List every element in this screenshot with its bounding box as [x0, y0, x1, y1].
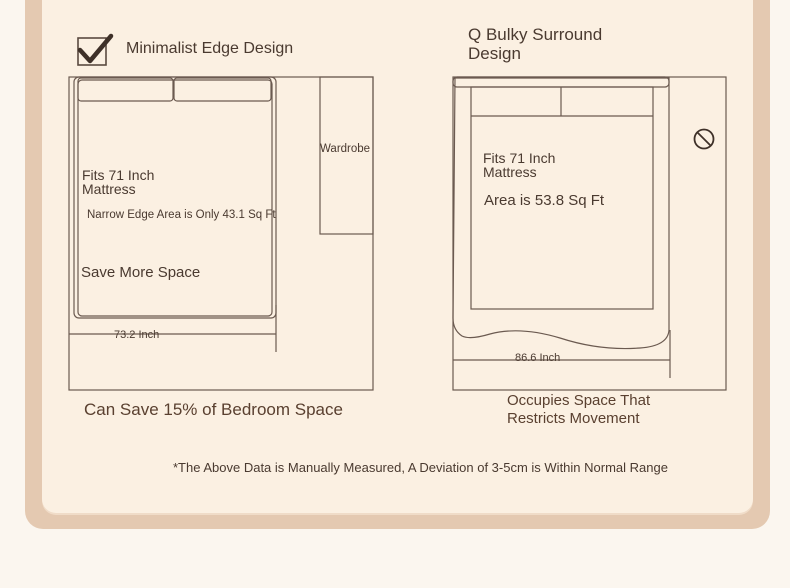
- footnote: *The Above Data is Manually Measured, A Deviation of 3-5cm is Within Normal Range: [173, 460, 668, 475]
- left-wardrobe: [320, 77, 373, 234]
- left-title: Minimalist Edge Design: [126, 40, 294, 57]
- right-title: Q Bulky Surround Design: [468, 25, 603, 63]
- checkmark-box-icon: [78, 36, 111, 65]
- left-wardrobe-label: Wardrobe: [320, 143, 371, 155]
- left-bed-frame: [74, 77, 276, 318]
- prohibited-icon: [695, 130, 714, 149]
- right-room-outline: [453, 77, 726, 390]
- right-width-label: 86.6 Inch: [515, 352, 561, 364]
- right-caption: Occupies Space That Restricts Movement: [507, 392, 651, 427]
- right-fits-label: Fits 71 Inch Mattress: [483, 150, 556, 180]
- right-bulky-bed-frame: [453, 78, 669, 349]
- left-benefit-label: Save More Space: [81, 264, 201, 281]
- left-fits-label: Fits 71 Inch Mattress: [82, 167, 155, 197]
- right-area-label: Area is 53.8 Sq Ft: [484, 192, 605, 209]
- left-pillow-1: [78, 78, 173, 101]
- left-pillow-2: [174, 78, 271, 101]
- left-width-label: 73.2 Inch: [114, 329, 160, 341]
- left-area-label: Narrow Edge Area is Only 43.1 Sq Ft: [87, 209, 276, 221]
- left-caption: Can Save 15% of Bedroom Space: [84, 400, 343, 419]
